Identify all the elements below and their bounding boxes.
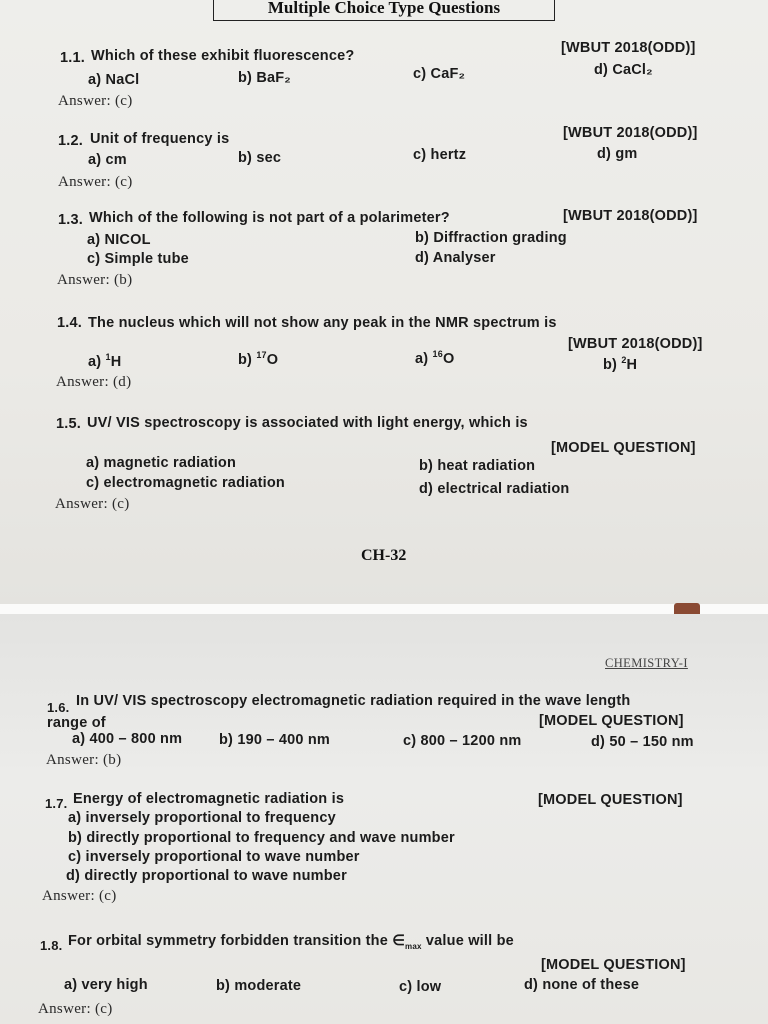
option-c: c) 800 – 1200 nm [403, 733, 522, 749]
source-tag: [WBUT 2018(ODD)] [563, 125, 698, 141]
option-b: b) Diffraction grading [415, 230, 567, 246]
option-c: c) hertz [413, 147, 467, 163]
source-tag: [MODEL QUESTION] [538, 792, 683, 808]
question-text: Which of these exhibit fluorescence? [91, 48, 355, 64]
option-b: b) $^{17}$O [238, 350, 279, 368]
option-a: a) cm [88, 152, 127, 168]
option-a: a) $^1$H [88, 352, 122, 370]
option-b: b) BaF₂ [238, 70, 291, 86]
question-text: UV/ VIS spectroscopy is associated with light energy, which is [87, 415, 528, 431]
option-b: b) directly proportional to frequency and wave number [68, 830, 455, 846]
answer: Answer: (c) [55, 496, 130, 512]
option-b: b) heat radiation [419, 458, 536, 474]
question-number: 1.6. [47, 700, 70, 715]
option-a: a) inversely proportional to frequency [68, 810, 336, 826]
option-c: c) Simple tube [87, 251, 189, 267]
answer: Answer: (c) [58, 174, 133, 190]
source-tag: [MODEL QUESTION] [541, 957, 686, 973]
option-d: d) gm [597, 146, 638, 162]
question-text-continued: range of [47, 715, 106, 731]
option-c: c) low [399, 979, 442, 995]
option-d: b) $^2$H [603, 355, 638, 373]
question-number: 1.5. [56, 416, 81, 432]
option-b: b) 190 – 400 nm [219, 732, 330, 748]
section-header-box [213, 0, 555, 21]
option-a: a) 400 – 800 nm [72, 731, 183, 747]
answer: Answer: (c) [58, 93, 133, 109]
option-b: b) sec [238, 150, 282, 166]
option-c: c) electromagnetic radiation [86, 475, 285, 491]
option-a: a) NICOL [87, 232, 151, 248]
section-title: Multiple Choice Type Questions [267, 0, 501, 17]
option-d: d) Analyser [415, 250, 496, 266]
source-tag: [WBUT 2018(ODD)] [561, 40, 696, 56]
option-c: c) inversely proportional to wave number [68, 849, 360, 865]
question-text: Unit of frequency is [90, 131, 230, 147]
option-a: a) magnetic radiation [86, 455, 237, 471]
source-tag: [MODEL QUESTION] [551, 440, 696, 456]
page-footer: CH-32 [361, 547, 407, 564]
option-c: c) CaF₂ [413, 66, 466, 82]
option-d: d) none of these [524, 977, 640, 993]
question-number: 1.7. [45, 796, 68, 811]
option-a: a) NaCl [88, 72, 140, 88]
option-d: d) directly proportional to wave number [66, 868, 347, 884]
source-tag: [WBUT 2018(ODD)] [568, 336, 703, 352]
question-text: In UV/ VIS spectroscopy electromagnetic radiation required in the wave length [76, 693, 631, 709]
answer: Answer: (d) [56, 374, 132, 390]
question-number: 1.4. [57, 315, 82, 331]
answer: Answer: (c) [42, 888, 117, 904]
question-text: Which of the following is not part of a polarimeter? [89, 210, 450, 226]
option-d: d) 50 – 150 nm [591, 734, 694, 750]
answer: Answer: (b) [46, 752, 122, 768]
question-number: 1.2. [58, 133, 83, 149]
question-number: 1.8. [40, 938, 63, 953]
running-header: CHEMISTRY-I [605, 656, 688, 670]
answer: Answer: (c) [38, 1001, 113, 1017]
option-d: d) CaCl₂ [594, 62, 653, 78]
page-lower [0, 614, 768, 1024]
question-text: For orbital symmetry forbidden transition the $\in_{max}$ value will be [68, 933, 514, 951]
option-c: a) $^{16}$O [415, 349, 455, 367]
source-tag: [WBUT 2018(ODD)] [563, 208, 698, 224]
question-number: 1.1. [60, 50, 85, 66]
option-d: d) electrical radiation [419, 481, 570, 497]
option-b: b) moderate [216, 978, 302, 994]
question-number: 1.3. [58, 212, 83, 228]
question-text: The nucleus which will not show any peak in the NMR spectrum is [88, 315, 557, 331]
source-tag: [MODEL QUESTION] [539, 713, 684, 729]
option-a: a) very high [64, 977, 148, 993]
answer: Answer: (b) [57, 272, 133, 288]
question-text: Energy of electromagnetic radiation is [73, 791, 345, 807]
